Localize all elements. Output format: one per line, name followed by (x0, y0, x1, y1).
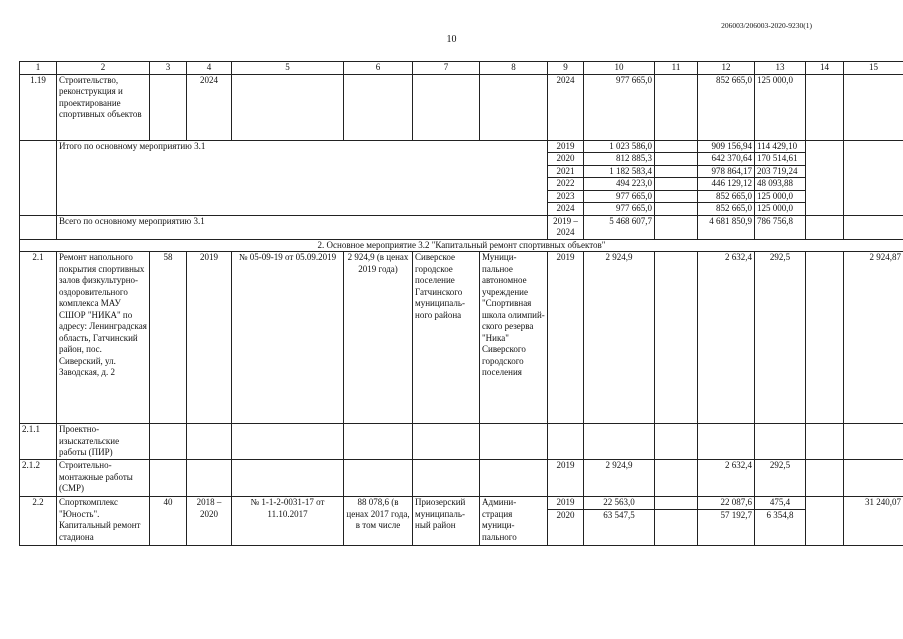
col-header: 8 (480, 62, 548, 75)
cell-year: 2018 – 2020 (187, 497, 232, 546)
cell-total: 977 665,0 (584, 203, 655, 216)
cell-regional: 852 665,0 (698, 74, 755, 140)
cell-cost: 88 078,6 (в ценах 2017 года, в том числе (344, 497, 413, 546)
cell-expertise: № 05-09-19 от 05.09.2019 (232, 252, 344, 424)
cell-regional: 2 632,4 (698, 460, 755, 497)
cell-fin-year: 2019 (548, 460, 584, 497)
cell-fin-year: 2019 (548, 252, 584, 424)
table-row (20, 497, 903, 510)
cell-year: 2019 (187, 252, 232, 424)
cell-regional: 642 370,64 (698, 153, 755, 166)
col-header: 6 (344, 62, 413, 75)
row-number: 2.1.2 (20, 460, 57, 497)
col-header: 9 (548, 62, 584, 75)
col-header: 1 (20, 62, 57, 75)
cell-fin-year: 2019 – 2024 (548, 215, 584, 239)
page-number: 10 (446, 34, 457, 45)
cell-total: 977 665,0 (584, 190, 655, 203)
cell-fin-year: 2020 (548, 509, 584, 545)
cell-municipality: Сиверское городское поселение Гатчинского муниципаль-ного района (413, 252, 480, 424)
cell-local: 292,5 (755, 252, 806, 424)
col-header: 5 (232, 62, 344, 75)
col-header: 3 (150, 62, 187, 75)
total-label: Всего по основному мероприятию 3.1 (57, 215, 548, 239)
cell-col3: 58 (150, 252, 187, 424)
cell-year: 2024 (187, 74, 232, 140)
cell-fin-year: 2022 (548, 178, 584, 191)
column-number-row (20, 62, 903, 75)
cell-total: 2 924,9 (584, 252, 655, 424)
cell-fin-year: 2023 (548, 190, 584, 203)
col-header: 11 (655, 62, 698, 75)
cell-total: 812 885,3 (584, 153, 655, 166)
object-name: Ремонт напольного покрытия спортивных залов физкультурно-оздоровительного комплекса МАУ СШОР "НИКА" по адресу: Ленинградская область, Гатчинский район, пос. Сиверский, ул. Заводская, д. 2 (57, 252, 150, 424)
object-name: Проектно-изыскательские работы (ПИР) (57, 424, 150, 460)
row-number: 1.19 (20, 74, 57, 140)
subtotal-label: Итого по основному мероприятию 3.1 (57, 140, 548, 215)
cell-cost: 2 924,9 (в ценах 2019 года) (344, 252, 413, 424)
cell-col3: 40 (150, 497, 187, 546)
cell-regional: 978 864,17 (698, 165, 755, 178)
cell-total: 63 547,5 (584, 509, 655, 545)
col-header: 12 (698, 62, 755, 75)
section-row (20, 239, 903, 252)
cell-fin-year: 2021 (548, 165, 584, 178)
cell-total: 494 223,0 (584, 178, 655, 191)
col-header: 10 (584, 62, 655, 75)
cell-expertise: № 1-1-2-0031-17 от 11.10.2017 (232, 497, 344, 546)
cell-regional: 2 632,4 (698, 252, 755, 424)
cell-local: 125 000,0 (755, 203, 806, 216)
cell-customer: Муници-пальное автономное учреждение "Спортивная школа олимпий-ского резерва "Ника" Сиверского городского поселения (480, 252, 548, 424)
cell-local: 125 000,0 (755, 74, 806, 140)
cell-total: 977 665,0 (584, 74, 655, 140)
cell-regional: 852 665,0 (698, 203, 755, 216)
cell-fin-year: 2024 (548, 74, 584, 140)
cell-local: 170 514,61 (755, 153, 806, 166)
cell-local: 6 354,8 (755, 509, 806, 545)
cell-col15: 31 240,07 (844, 497, 903, 546)
col-header: 7 (413, 62, 480, 75)
cell-local: 203 719,24 (755, 165, 806, 178)
cell-regional: 57 192,7 (698, 509, 755, 545)
cell-local: 125 000,0 (755, 190, 806, 203)
funding-table (19, 61, 903, 546)
row-number: 2.1 (20, 252, 57, 424)
cell-regional: 909 156,94 (698, 140, 755, 153)
cell-col15: 2 924,87 (844, 252, 903, 424)
col-header: 13 (755, 62, 806, 75)
cell-local: 475,4 (755, 497, 806, 510)
table-row (20, 252, 903, 424)
cell-local: 114 429,10 (755, 140, 806, 153)
cell-total: 22 563,0 (584, 497, 655, 510)
cell-local: 48 093,88 (755, 178, 806, 191)
table-row (20, 74, 903, 140)
section-title: 2. Основное мероприятие 3.2 "Капитальный ремонт спортивных объектов" (20, 239, 903, 252)
cell-total: 1 023 586,0 (584, 140, 655, 153)
cell-total: 1 182 583,4 (584, 165, 655, 178)
cell-total: 2 924,9 (584, 460, 655, 497)
cell-customer: Админи-страция муници-пального (480, 497, 548, 546)
cell-regional: 852 665,0 (698, 190, 755, 203)
table-row (20, 424, 903, 460)
total-row (20, 215, 903, 239)
cell-local: 292,5 (755, 460, 806, 497)
col-header: 14 (806, 62, 844, 75)
cell-total: 5 468 607,7 (584, 215, 655, 239)
object-name: Строительство, реконструкция и проектирование спортивных объектов (57, 74, 150, 140)
cell-municipality: Приозерский муниципаль-ный район (413, 497, 480, 546)
col-header: 15 (844, 62, 903, 75)
subtotal-row (20, 140, 903, 153)
document-id: 206003/206003-2020-9230(1) (721, 21, 812, 30)
object-name: Строительно-монтажные работы (СМР) (57, 460, 150, 497)
col-header: 2 (57, 62, 150, 75)
cell-regional: 22 087,6 (698, 497, 755, 510)
cell-fin-year: 2020 (548, 153, 584, 166)
row-number: 2.1.1 (20, 424, 57, 460)
col-header: 4 (187, 62, 232, 75)
cell-local: 786 756,8 (755, 215, 806, 239)
cell-regional: 4 681 850,9 (698, 215, 755, 239)
cell-fin-year: 2019 (548, 497, 584, 510)
object-name: Спорткомплекс "Юность". Капитальный ремонт стадиона (57, 497, 150, 546)
cell-fin-year: 2024 (548, 203, 584, 216)
table-row (20, 460, 903, 497)
cell-regional: 446 129,12 (698, 178, 755, 191)
cell-fin-year: 2019 (548, 140, 584, 153)
row-number: 2.2 (20, 497, 57, 546)
